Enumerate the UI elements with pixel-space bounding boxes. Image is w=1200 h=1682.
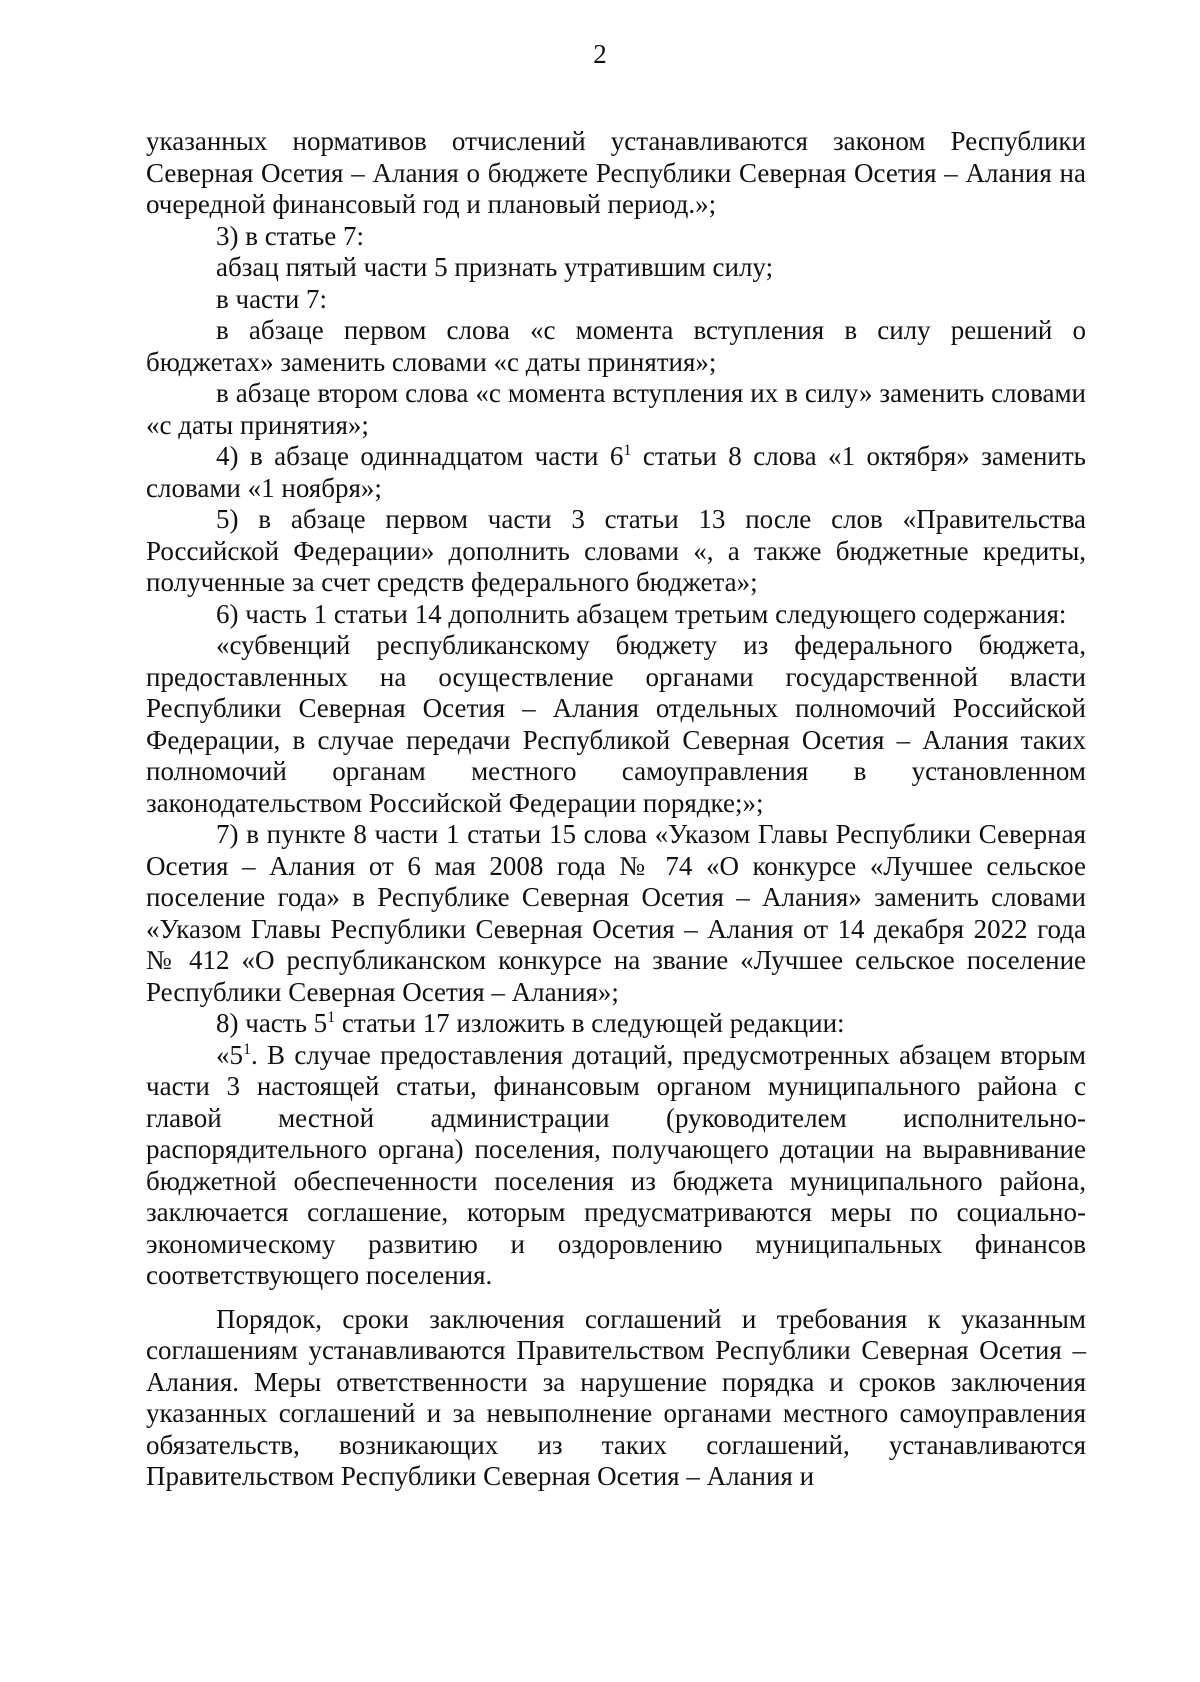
paragraph-item-3-sub-2: в части 7:	[216, 283, 328, 314]
paragraph-item-4-sup: 1	[623, 442, 632, 459]
paragraph-item-8-quote	[146, 1040, 1086, 1292]
paragraph-item-4	[146, 441, 1086, 504]
paragraph-item-3-sub-1: абзац пятый части 5 признать утратившим силу;	[216, 252, 774, 282]
paragraph-item-4-pre: 4) в абзаце одиннадцатом части 6	[216, 441, 624, 471]
paragraph-item-8-post: статьи 17 изложить в следующей редакции:	[335, 1008, 845, 1038]
paragraph-procedure: Порядок, сроки заключения соглашений и требования к указанным соглашениям устанавливаются Правительством Республики Северная Осетия – Алания. Меры ответственности за нарушение порядка и сроков заключения указанных соглашений и за невыполнение органами местного самоуправления обязательств, возникающих из таких соглашений, устанавливаются Правительством Республики Северная Осетия – Алания и	[146, 1303, 1086, 1491]
paragraph-item-6: 6) часть 1 статьи 14 дополнить абзацем третьим следующего содержания:	[216, 598, 1067, 629]
paragraph-item-6-quote: «субвенций республиканскому бюджету из федерального бюджета, предоставленных на осуществление органами государственной власти Республики Северная Осетия – Алания отдельных полномочий Российской Федерации, в случае передачи Республикой Северная Осетия – Алания таких полномочий органам местного самоуправления в установленном законодательством Российской Федерации порядке;»;	[146, 630, 1086, 818]
paragraph-item-8-quote-pre: «5	[216, 1039, 243, 1070]
paragraph-item-4-post: статьи 8 слова «1 октября» заменить словами «1 ноября»;	[146, 441, 1086, 503]
paragraph-item-3: 3) в статье 7:	[216, 220, 364, 251]
paragraph-item-3-sub-4: в абзаце втором слова «с момента вступления их в силу» заменить словами «с даты принятия»;	[146, 378, 1086, 440]
page-number: 2	[593, 39, 607, 69]
paragraph-continuation: указанных нормативов отчислений устанавливаются законом Республики Северная Осетия – Алания о бюджете Республики Северная Осетия – Алания на очередной финансовый год и плановый период.»;	[146, 126, 1086, 219]
paragraph-item-8-sup: 1	[327, 1009, 336, 1026]
paragraph-item-3-sub-3: в абзаце первом слова «с момента вступления в силу решений о бюджетах» заменить словами «с даты принятия»;	[146, 315, 1086, 377]
paragraph-item-8	[146, 1008, 1086, 1040]
paragraph-item-8-quote-sup: 1	[243, 1040, 251, 1058]
paragraph-item-5: 5) в абзаце первом части 3 статьи 13 после слов «Правительства Российской Федерации» дополнить словами «, а также бюджетные кредиты, полученные за счет средств федерального бюджета»;	[146, 504, 1086, 597]
paragraph-item-8-quote-post: . В случае предоставления дотаций, предусмотренных абзацем вторым части 3 настоящей статьи, финансовым органом муниципального района с главой местной администрации (руководителем исполнительно-распорядительного органа) поселения, получающего дотации на выравнивание бюджетной обеспеченности поселения из бюджета муниципального района, заключается соглашение, которым предусматриваются меры по социально-экономическому развитию и оздоровлению муниципальных финансов соответствующего поселения.	[146, 1039, 1086, 1290]
document-body	[146, 126, 1086, 1493]
paragraph-item-8-pre: 8) часть 5	[216, 1008, 328, 1038]
paragraph-item-7: 7) в пункте 8 части 1 статьи 15 слова «Указом Главы Республики Северная Осетия – Алания от 6 мая 2008 года № 74 «О конкурсе «Лучшее сельское поселение года» в Республике Северная Осетия – Алания» заменить словами «Указом Главы Республики Северная Осетия – Алания от 14 декабря 2022 года № 412 «О республиканском конкурсе на звание «Лучшее сельское поселение Республики Северная Осетия – Алания»;	[146, 819, 1086, 1007]
